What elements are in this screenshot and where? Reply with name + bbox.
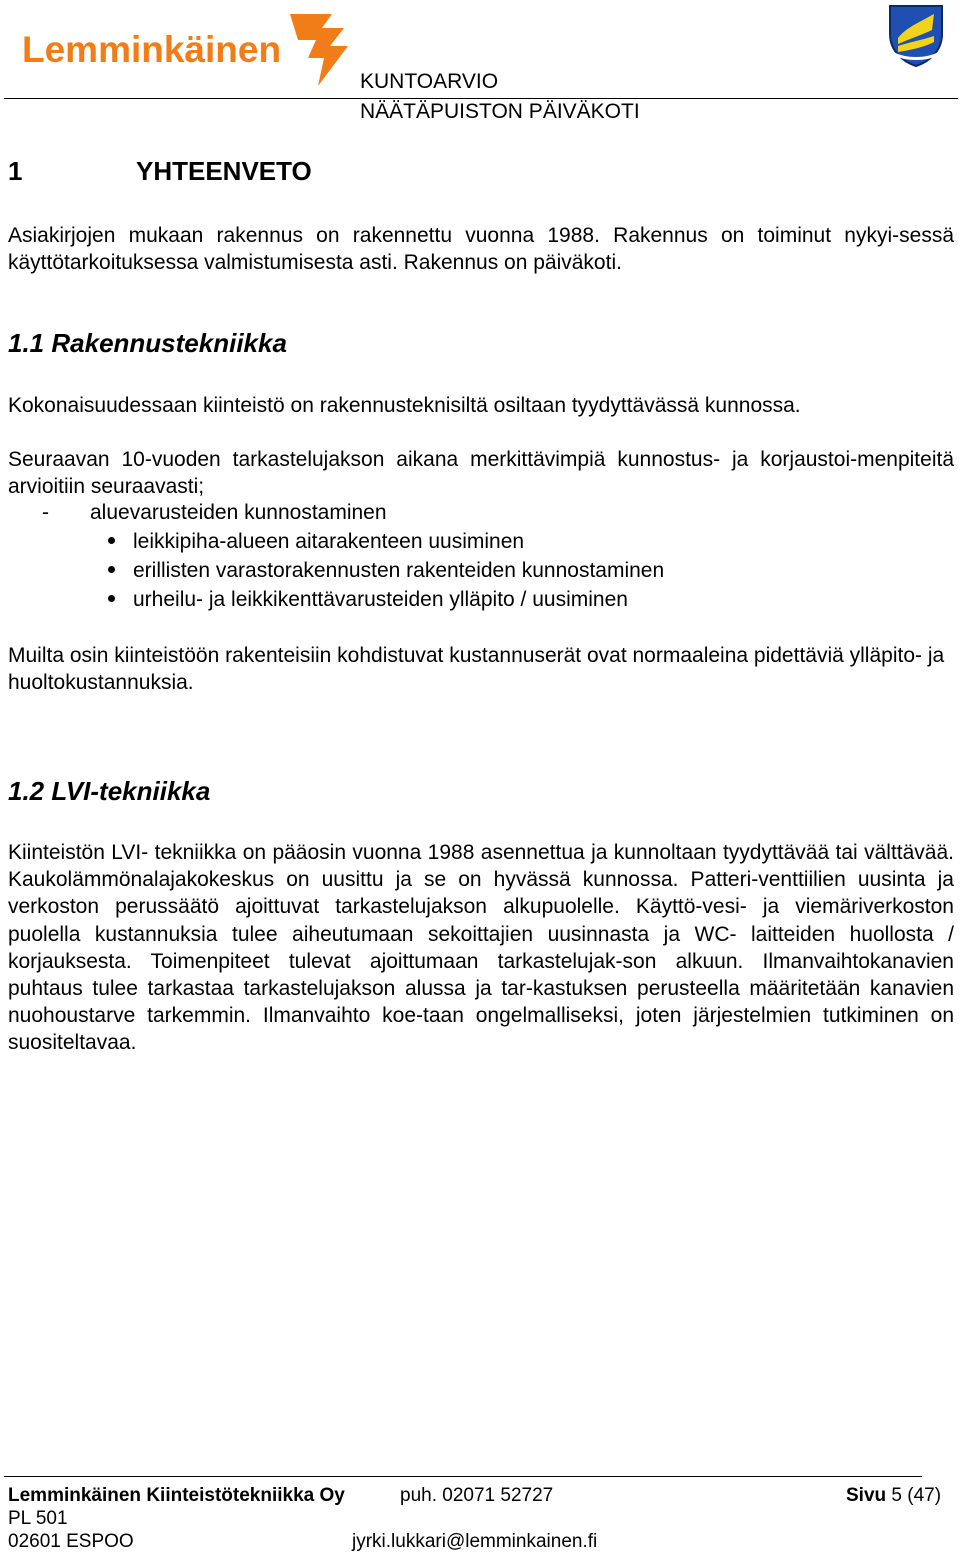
bullet-text: leikkipiha-alueen aitarakenteen uusiminen: [133, 530, 525, 553]
lvi-paragraph: Kiinteistön LVI- tekniikka on pääosin vuonna 1988 asennettua ja kunnoltaan tyydyttävää tai välttävää. Kaukolämmönalajakokeskus on uusittu ja se on hyvässä kunnossa. Patteri-venttiilien uusinta ja verkoston perussäätö ajoittuvat tarkastelujakson alkupuolelle. Käyttö-vesi- ja viemäriverkoston puolella kustannuksia tulee aiheutumaan sekoittajien uusinnasta ja WC- laitteiden huollosta / korjauksesta. Toimenpiteet tulevat ajoittumaan tarkastelujak-son alkuun. Ilmanvaihtokanavien puhtaus tulee tarkastaa tarkastelujakson alussa ja tar-kastuksen perusteella määritetään kanavien nuohoustarve tarkemmin. Ilmanvaihto koe-taan ongelmalliseksi, joten järjestelmien tutkiminen on suositeltavaa.: [8, 841, 954, 1055]
footer-postal: 02601 ESPOO: [8, 1531, 134, 1552]
lemminkainen-logo: [22, 10, 352, 88]
section-heading-1: [8, 156, 312, 187]
bullet-list-item: [108, 530, 524, 554]
footer-rule: [4, 1476, 922, 1477]
page-label: Sivu: [846, 1485, 887, 1506]
page-indicator: [846, 1485, 941, 1507]
page-number: 5 (47): [891, 1485, 942, 1506]
document-subtitle: NÄÄTÄPUISTON PÄIVÄKOTI: [360, 100, 640, 123]
intro-paragraph: Asiakirjojen mukaan rakennus on rakennettu vuonna 1988. Rakennus on toiminut nykyi-sessä käyttötarkoituksessa valmistumisesta asti. Rakennus on päiväkoti.: [8, 224, 954, 275]
rakennus-paragraph-3: Muilta osin kiinteistöön rakenteisiin kohdistuvat kustannuserät ovat normaaleina pidettäviä ylläpito- ja huoltokustannuksia.: [8, 644, 945, 695]
bullet-text: erillisten varastorakennusten rakenteiden kunnostaminen: [133, 559, 665, 582]
bullet-list-item: [108, 588, 628, 612]
section-heading-1-2: 1.2 LVI-tekniikka: [8, 776, 211, 806]
footer-phone: puh. 02071 52727: [400, 1485, 554, 1506]
bullet-list-item: [108, 559, 664, 583]
rakennus-paragraph-1: Kokonaisuudessaan kiinteistö on rakennusteknisiltä osiltaan tyydyttävässä kunnossa.: [8, 394, 801, 417]
footer-company: Lemminkäinen Kiinteistötekniikka Oy: [8, 1485, 345, 1506]
document-title: KUNTOARVIO: [360, 70, 499, 93]
dash-marker: -: [42, 501, 49, 524]
bullet-icon: [108, 595, 115, 602]
section-title: YHTEENVETO: [136, 156, 312, 186]
footer-po-box: PL 501: [8, 1508, 68, 1529]
rakennus-paragraph-2: Seuraavan 10-vuoden tarkastelujakson aikana merkittävimpiä kunnostus- ja korjaustoi-menpiteitä arvioitiin seuraavasti;: [8, 448, 954, 499]
dash-item-text: aluevarusteiden kunnostaminen: [90, 501, 387, 524]
bullet-icon: [108, 566, 115, 573]
bullet-icon: [108, 537, 115, 544]
footer-email: jyrki.lukkari@lemminkainen.fi: [352, 1531, 598, 1552]
header-rule: [4, 98, 958, 99]
dash-list-item: [8, 501, 387, 525]
bullet-text: urheilu- ja leikkikenttävarusteiden ylläpito / uusiminen: [133, 588, 628, 611]
section-heading-1-1: 1.1 Rakennustekniikka: [8, 328, 287, 358]
svg-text:Lemminkäinen: Lemminkäinen: [22, 29, 282, 70]
section-number: 1: [8, 156, 23, 186]
espoo-coat-of-arms-icon: [888, 4, 944, 68]
